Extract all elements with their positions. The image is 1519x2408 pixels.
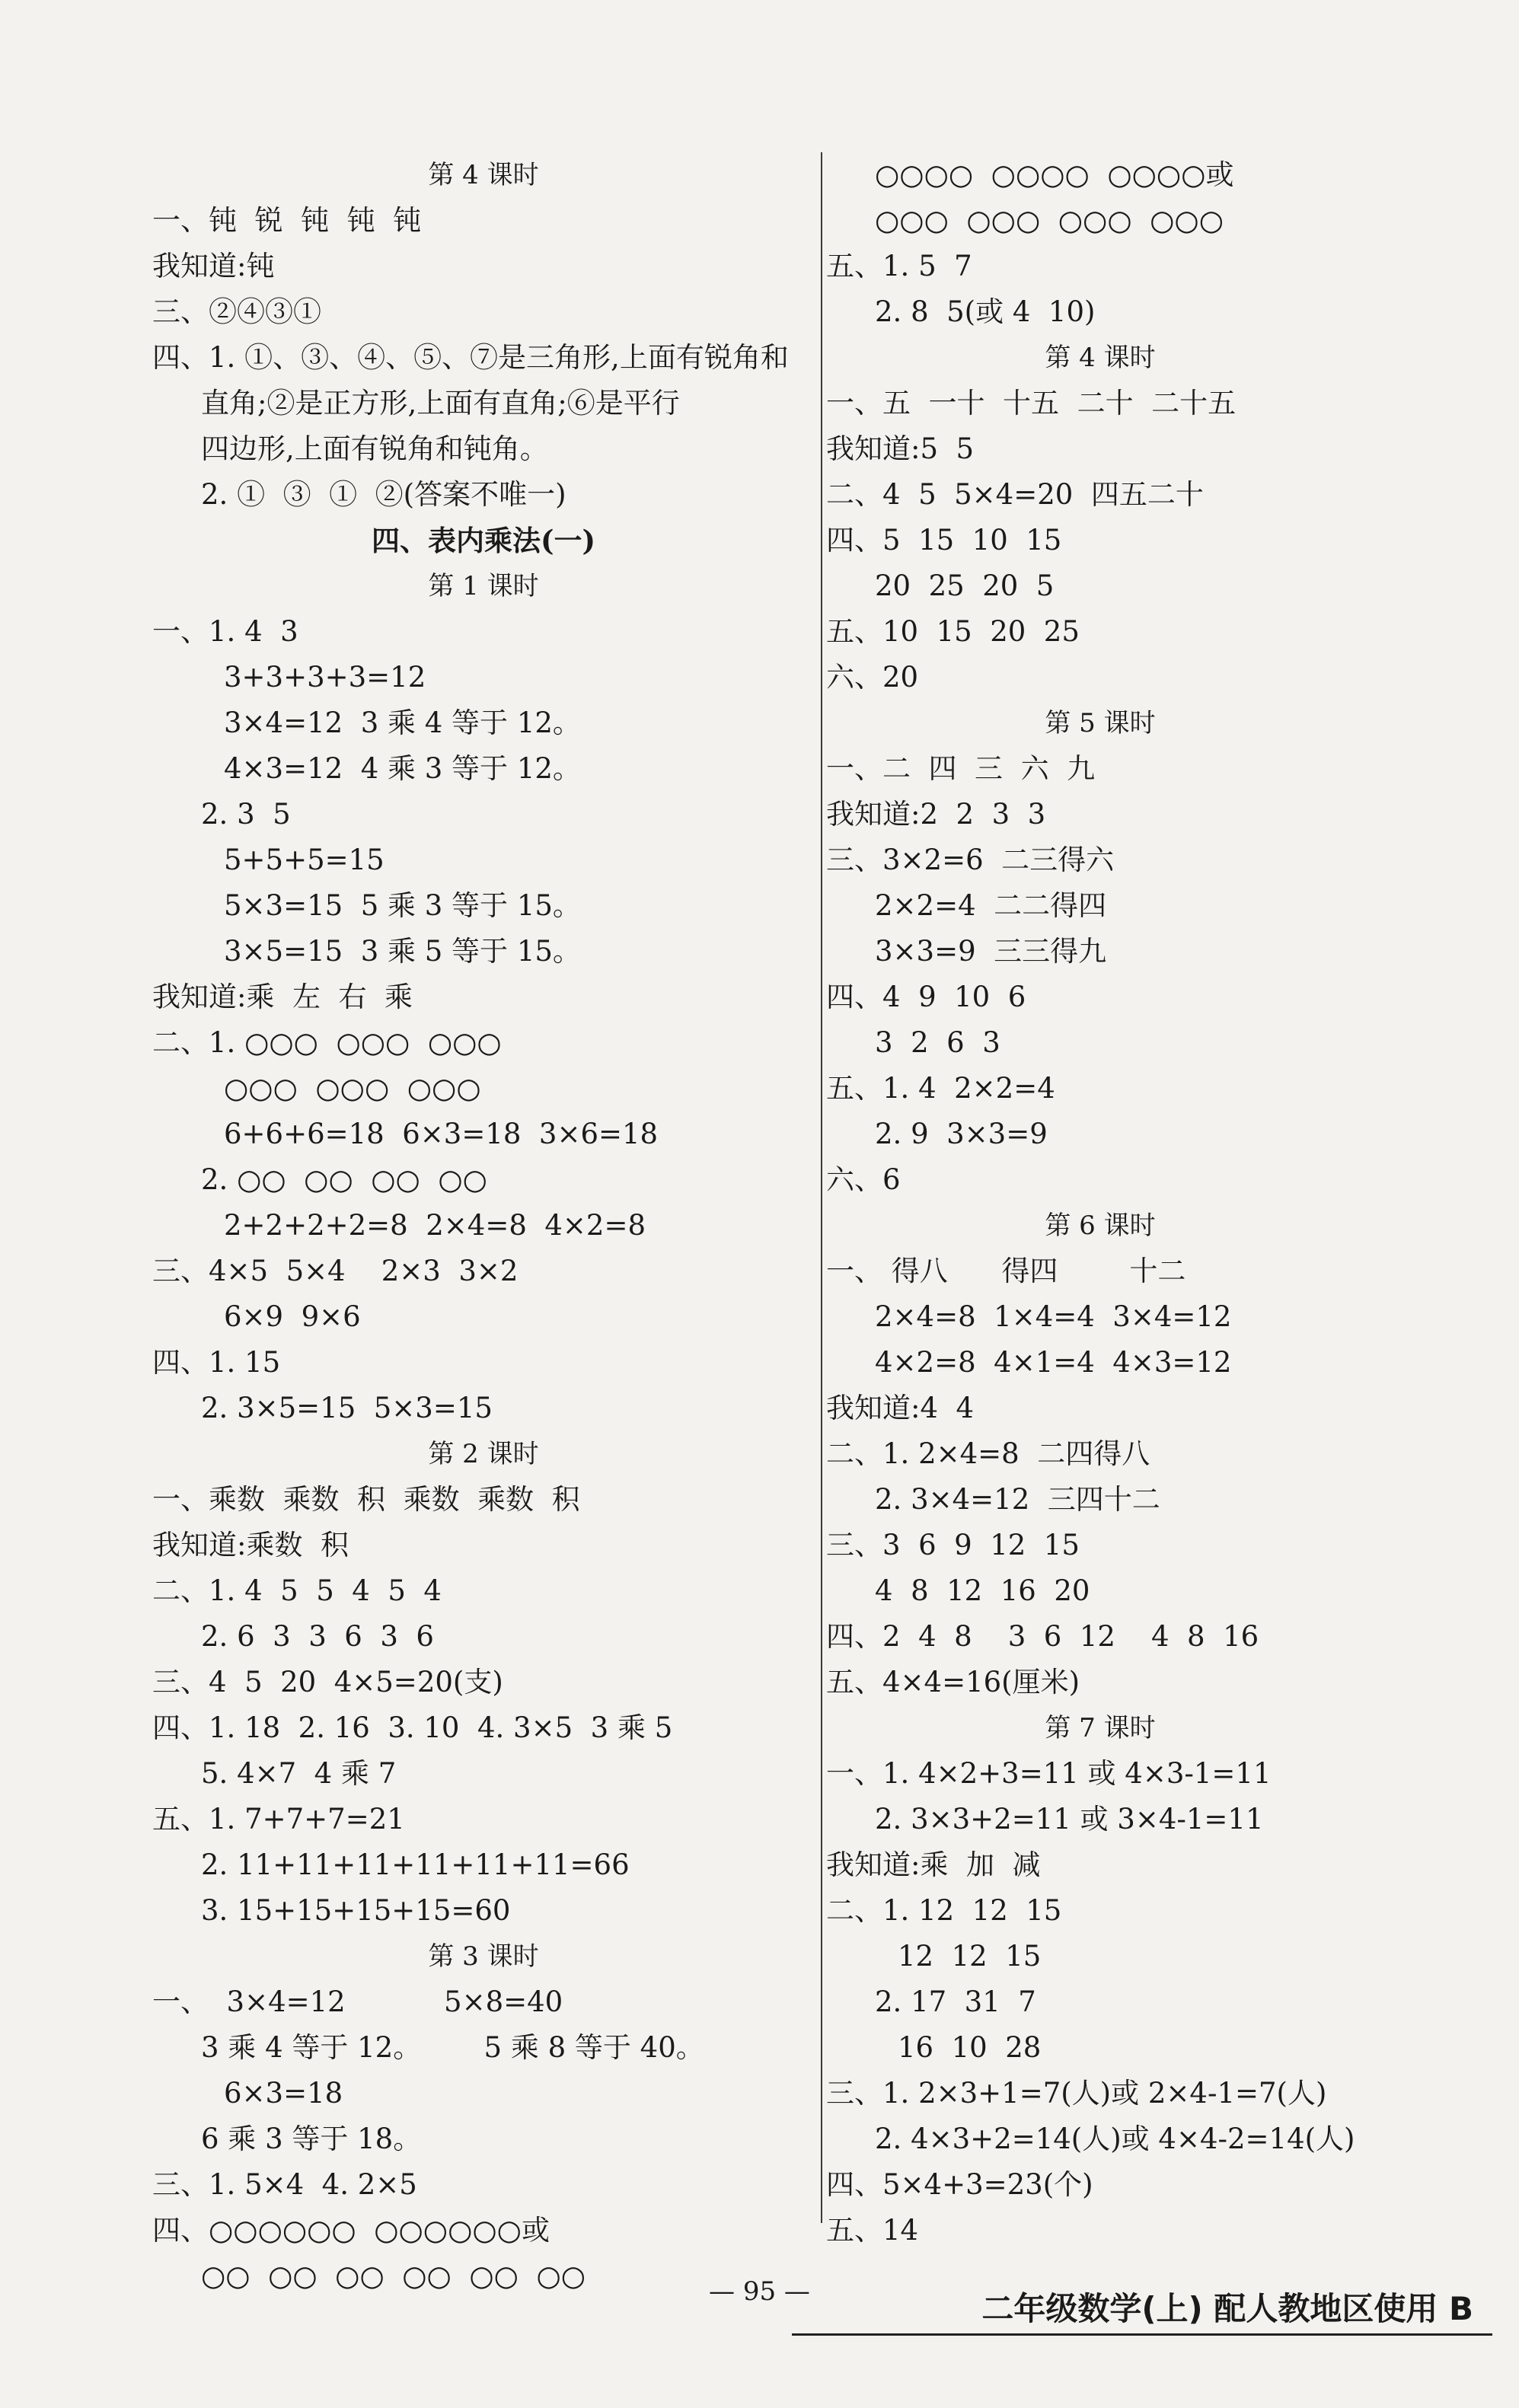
answer-line: 2×2=4 二二得四 — [875, 889, 1107, 922]
answer-line: 一、五 一十 十五 二十 二十五 — [826, 387, 1237, 419]
answer-line: ○○○ ○○○ ○○○ — [224, 1072, 481, 1105]
lesson-heading: 第 4 课时 — [428, 160, 539, 190]
answer-line: 一、1. 4×2+3=11 或 4×3-1=11 — [826, 1757, 1272, 1790]
answer-line: 2. ① ③ ① ②(答案不唯一) — [201, 478, 566, 511]
answer-line: 5. 4×7 4 乘 7 — [201, 1757, 397, 1790]
answer-line: 三、4 5 20 4×5=20(支) — [152, 1666, 503, 1698]
answer-line: 四、5 15 10 15 — [826, 524, 1062, 557]
answer-line: 6×9 9×6 — [224, 1300, 361, 1333]
page-number: — 95 — — [709, 2276, 810, 2307]
answer-line: 二、1. 4 5 5 4 5 4 — [152, 1574, 442, 1607]
answer-line: 二、1. 2×4=8 二四得八 — [826, 1437, 1150, 1470]
lesson-heading: 第 1 课时 — [428, 571, 539, 601]
answer-line: 一、 3×4=12 5×8=40 — [152, 1985, 563, 2018]
answer-line: 一、 得八 得四 十二 — [826, 1255, 1186, 1287]
answer-line: 我知道:5 5 — [826, 432, 975, 465]
answer-line: 3 2 6 3 — [875, 1026, 1000, 1059]
answer-line: 2. 3×3+2=11 或 3×4-1=11 — [875, 1803, 1264, 1836]
answer-line: 2. 8 5(或 4 10) — [875, 295, 1096, 328]
answer-line: 一、钝 锐 钝 钝 钝 — [152, 204, 422, 237]
answer-line: ○○○ ○○○ ○○○ ○○○ — [875, 204, 1224, 237]
answer-line: 三、1. 2×3+1=7(人)或 2×4-1=7(人) — [826, 2077, 1327, 2110]
answer-line: ○○ ○○ ○○ ○○ ○○ ○○ — [201, 2260, 586, 2292]
book-title: 二年级数学(上) 配人教地区使用 B — [981, 2290, 1473, 2327]
answer-line: 五、1. 5 7 — [826, 250, 972, 282]
lesson-heading: 第 3 课时 — [428, 1941, 539, 1972]
answer-line: 六、20 — [826, 661, 919, 694]
answer-line: 3. 15+15+15+15=60 — [201, 1894, 511, 1927]
answer-line: 3+3+3+3=12 — [224, 661, 426, 694]
answer-line: 5×3=15 5 乘 3 等于 15。 — [224, 889, 581, 922]
answer-line: 16 10 28 — [898, 2031, 1042, 2064]
lesson-heading: 第 5 课时 — [1045, 708, 1156, 738]
answer-line: 直角;②是正方形,上面有直角;⑥是平行 — [201, 387, 680, 419]
answer-line: 一、二 四 三 六 九 — [826, 752, 1096, 785]
lesson-heading: 第 6 课时 — [1045, 1210, 1156, 1241]
answer-line: 2. 9 3×3=9 — [875, 1118, 1048, 1150]
answer-line: 四边形,上面有锐角和钝角。 — [201, 432, 548, 465]
answer-line: 5+5+5=15 — [224, 844, 385, 876]
section-heading: 四、表内乘法(一) — [371, 524, 595, 557]
left-column — [152, 152, 815, 2299]
answer-line: 六、6 — [826, 1163, 901, 1196]
answer-line: 二、1. ○○○ ○○○ ○○○ — [152, 1026, 502, 1059]
answer-line: 五、4×4=16(厘米) — [826, 1666, 1080, 1698]
lesson-heading: 第 2 课时 — [428, 1439, 539, 1469]
answer-line: 三、3×2=6 二三得六 — [826, 844, 1115, 876]
answer-line: 我知道:4 4 — [826, 1392, 975, 1424]
answer-line: 2. 17 31 7 — [875, 1985, 1036, 2018]
answer-line: 三、1. 5×4 4. 2×5 — [152, 2168, 417, 2201]
answer-line: 20 25 20 5 — [875, 569, 1055, 602]
answer-line: 四、2 4 8 3 6 12 4 8 16 — [826, 1620, 1259, 1653]
answer-line: 3×4=12 3 乘 4 等于 12。 — [224, 706, 581, 739]
answer-line: 2. 3×5=15 5×3=15 — [201, 1392, 493, 1424]
answer-line: 三、②④③① — [152, 295, 321, 328]
answer-line: 3 乘 4 等于 12。 5 乘 8 等于 40。 — [201, 2031, 704, 2064]
answer-line: 一、乘数 乘数 积 乘数 乘数 积 — [152, 1483, 580, 1516]
answer-line: 12 12 15 — [898, 1940, 1042, 1973]
answer-line: 2×4=8 1×4=4 3×4=12 — [875, 1300, 1232, 1333]
answer-line: 五、1. 7+7+7=21 — [152, 1803, 405, 1836]
right-column — [826, 152, 1374, 2253]
answer-line: 2. 4×3+2=14(人)或 4×4-2=14(人) — [875, 2123, 1355, 2155]
answer-line: 二、4 5 5×4=20 四五二十 — [826, 478, 1204, 511]
answer-line: 四、1. ①、③、④、⑤、⑦是三角形,上面有锐角和 — [152, 341, 789, 374]
answer-line: 2. 3×4=12 三四十二 — [875, 1483, 1160, 1516]
answer-line: 3×3=9 三三得九 — [875, 935, 1107, 968]
answer-line: 2. ○○ ○○ ○○ ○○ — [201, 1163, 487, 1196]
answer-line: 2. 3 5 — [201, 798, 291, 831]
answer-line: 2+2+2+2=8 2×4=8 4×2=8 — [224, 1209, 646, 1242]
answer-line: 三、3 6 9 12 15 — [826, 1529, 1080, 1561]
answer-line: 4 8 12 16 20 — [875, 1574, 1090, 1607]
answer-line: 五、10 15 20 25 — [826, 615, 1080, 648]
answer-line: 6+6+6=18 6×3=18 3×6=18 — [224, 1118, 659, 1150]
answer-line: ○○○○ ○○○○ ○○○○或 — [875, 158, 1234, 191]
answer-line: 我知道:钝 — [152, 250, 275, 282]
answer-line: 6×3=18 — [224, 2077, 343, 2110]
column-divider — [821, 152, 822, 2223]
answer-line: 4×2=8 4×1=4 4×3=12 — [875, 1346, 1232, 1379]
answer-line: 我知道:乘 加 减 — [826, 1848, 1041, 1881]
answer-line: 6 乘 3 等于 18。 — [201, 2123, 422, 2155]
lesson-heading: 第 4 课时 — [1045, 343, 1156, 373]
answer-line: 3×5=15 3 乘 5 等于 15。 — [224, 935, 581, 968]
lesson-heading: 第 7 课时 — [1045, 1713, 1156, 1743]
answer-line: 我知道:乘 左 右 乘 — [152, 981, 413, 1013]
answer-line: 四、1. 15 — [152, 1346, 281, 1379]
answer-line: 我知道:乘数 积 — [152, 1529, 349, 1561]
answer-line: 2. 11+11+11+11+11+11=66 — [201, 1848, 630, 1881]
answer-line: 五、14 — [826, 2214, 919, 2247]
answer-line: 三、4×5 5×4 2×3 3×2 — [152, 1255, 519, 1287]
answer-line: 四、1. 18 2. 16 3. 10 4. 3×5 3 乘 5 — [152, 1711, 673, 1744]
footer-rule — [792, 2333, 1492, 2336]
answer-line: 四、4 9 10 6 — [826, 981, 1026, 1013]
answer-line: 四、○○○○○○ ○○○○○○或 — [152, 2214, 550, 2247]
answer-line: 五、1. 4 2×2=4 — [826, 1072, 1055, 1105]
answer-line: 4×3=12 4 乘 3 等于 12。 — [224, 752, 581, 785]
answer-line: 一、1. 4 3 — [152, 615, 298, 648]
answer-line: 我知道:2 2 3 3 — [826, 798, 1046, 831]
answer-line: 2. 6 3 3 6 3 6 — [201, 1620, 434, 1653]
answer-line: 二、1. 12 12 15 — [826, 1894, 1062, 1927]
answer-line: 四、5×4+3=23(个) — [826, 2168, 1093, 2201]
